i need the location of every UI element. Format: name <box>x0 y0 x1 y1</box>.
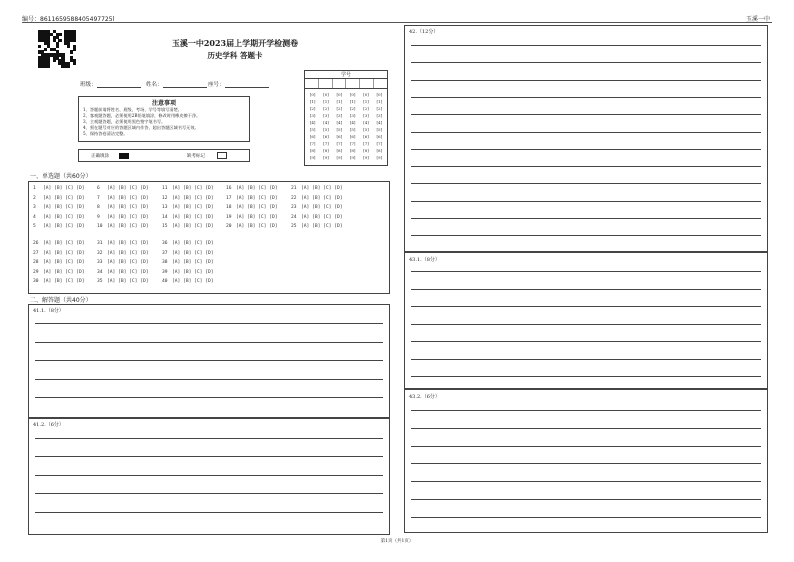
serial-number: 编号：8611659588405497725l <box>22 16 115 23</box>
mc-question-row[interactable] <box>226 186 278 191</box>
mc-question-row[interactable] <box>97 260 149 265</box>
student-id-bubble[interactable]: [8] <box>323 148 329 153</box>
student-id-bubble[interactable]: [5] <box>349 127 356 132</box>
mc-options[interactable]: [A] [B] [C] [D] <box>172 224 214 230</box>
mc-options[interactable]: [A] [B] [C] [D] <box>43 269 85 275</box>
question-43-2-label: 43.2.（6分） <box>409 394 440 400</box>
mc-question-number: 18 <box>226 205 232 211</box>
student-id-bubble[interactable]: [3] <box>323 113 329 118</box>
notice-item: 2、客观题答题，必须使用2B铅笔填涂，修改时用橡皮擦干净。 <box>83 113 201 118</box>
notice-item: 4、须在题号对应的答题区域内作答，超出答题区域书写无效。 <box>83 125 199 130</box>
student-id-bubble[interactable]: [2] <box>376 106 383 111</box>
student-id-bubble[interactable]: [5] <box>323 127 329 132</box>
mc-options[interactable]: [A] [B] [C] [D] <box>107 260 149 266</box>
mc-question-row[interactable] <box>33 251 85 256</box>
mc-question-number: 11 <box>162 186 168 191</box>
mc-options[interactable]: [A] [B] [C] [D] <box>107 205 149 211</box>
mc-question-row[interactable] <box>33 205 85 210</box>
section1-title: 一、单选题（共60分） <box>30 173 92 180</box>
mc-question-row[interactable] <box>97 270 149 275</box>
student-id-bubble[interactable]: [8] <box>336 148 343 153</box>
mc-question-number: 17 <box>226 195 232 201</box>
student-id-bubble[interactable]: [3] <box>349 113 356 118</box>
mc-options[interactable]: [A] [B] [C] [D] <box>43 186 85 191</box>
mc-question-number: 2 <box>33 195 36 201</box>
mc-question-number: 10 <box>97 224 103 230</box>
writing-lines <box>411 26 761 251</box>
question-42-label: 42.（12分） <box>409 29 439 35</box>
writing-lines <box>35 419 383 534</box>
mc-options[interactable]: [A] [B] [C] [D] <box>301 195 343 201</box>
mc-options[interactable]: [A] [B] [C] [D] <box>107 195 149 201</box>
mc-options[interactable]: [A] [B] [C] [D] <box>107 224 149 230</box>
student-id-bubble[interactable]: [9] <box>349 155 356 160</box>
mc-question-number: 25 <box>291 224 297 230</box>
mc-question-number: 16 <box>226 186 232 191</box>
mc-options[interactable]: [A] [B] [C] [D] <box>107 279 149 285</box>
answer-area-41-2[interactable] <box>28 418 390 535</box>
mc-question-number: 7 <box>97 195 100 201</box>
mc-options[interactable]: [A] [B] [C] [D] <box>172 195 214 201</box>
mc-options[interactable]: [A] [B] [C] [D] <box>236 224 278 230</box>
mc-question-number: 29 <box>33 269 39 275</box>
student-id-bubble[interactable]: [9] <box>309 155 316 160</box>
mc-question-row[interactable] <box>33 279 85 284</box>
student-id-bubble[interactable]: [4] <box>309 120 316 125</box>
mc-question-row[interactable] <box>162 215 214 220</box>
mc-question-row[interactable] <box>97 215 149 220</box>
qr-code-icon <box>38 30 76 68</box>
mc-question-row[interactable] <box>162 251 214 256</box>
student-id-bubble[interactable]: [7] <box>323 141 329 146</box>
mc-options[interactable]: [A] [B] [C] [D] <box>172 205 214 211</box>
student-id-bubble[interactable]: [9] <box>323 155 329 160</box>
mc-question-row[interactable] <box>162 260 214 265</box>
notice-item: 5、保持答卷清洁完整。 <box>83 131 128 136</box>
student-id-bubble[interactable]: [0] <box>376 92 383 97</box>
mc-question-number: 36 <box>162 241 168 246</box>
mc-options[interactable]: [A] [B] [C] [D] <box>172 269 214 275</box>
student-id-bubble[interactable]: [4] <box>323 120 329 125</box>
student-id-bubble[interactable]: [3] <box>336 113 343 118</box>
mc-question-row[interactable] <box>97 279 149 284</box>
absent-checkbox[interactable] <box>217 152 227 159</box>
student-id-bubble[interactable]: [7] <box>336 141 343 146</box>
mc-options[interactable]: [A] [B] [C] [D] <box>43 195 85 201</box>
mc-question-row[interactable] <box>162 186 214 191</box>
seat-field[interactable]: 座号： <box>208 80 269 88</box>
mc-question-number: 14 <box>162 214 168 220</box>
name-field[interactable]: 姓名： <box>146 80 207 88</box>
mc-question-row[interactable] <box>291 215 343 220</box>
student-id-bubbles[interactable] <box>305 89 387 163</box>
mc-question-row[interactable] <box>97 205 149 210</box>
mc-question-number: 22 <box>291 195 297 201</box>
absent-mark-label: 缺考标记 <box>187 154 205 159</box>
student-id-bubble[interactable]: [5] <box>376 127 383 132</box>
mc-question-row[interactable] <box>97 196 149 201</box>
mc-question-row[interactable] <box>33 260 85 265</box>
mc-question-number: 9 <box>97 214 100 220</box>
mc-options[interactable]: [A] [B] [C] [D] <box>107 186 149 191</box>
student-id-bubble[interactable]: [1] <box>336 99 343 104</box>
student-id-bubble[interactable]: [5] <box>363 127 369 132</box>
mc-question-row[interactable] <box>162 279 214 284</box>
correct-fill-label: 正确填涂 <box>91 154 109 159</box>
mc-question-row[interactable] <box>97 224 149 229</box>
mc-options[interactable]: [A] [B] [C] [D] <box>236 186 278 191</box>
student-id-bubble[interactable]: [7] <box>376 141 383 146</box>
mc-question-row[interactable] <box>226 215 278 220</box>
school-name: 玉溪一中 <box>745 16 770 23</box>
mc-question-number: 23 <box>291 205 297 211</box>
mc-options[interactable]: [A] [B] [C] [D] <box>236 214 278 220</box>
mc-question-number: 12 <box>162 195 168 201</box>
student-id-bubble[interactable]: [8] <box>349 148 356 153</box>
mc-question-row[interactable] <box>291 224 343 229</box>
student-id-bubble[interactable]: [0] <box>309 92 316 97</box>
student-id-box <box>304 70 388 166</box>
mc-options[interactable]: [A] [B] [C] [D] <box>43 214 85 220</box>
exam-title: 玉溪一中2023届上学期开学检测卷 <box>171 38 299 48</box>
mc-question-number: 4 <box>33 214 36 220</box>
student-id-bubble[interactable]: [0] <box>323 92 329 97</box>
student-id-bubble[interactable]: [4] <box>349 120 356 125</box>
mc-question-number: 19 <box>226 214 232 220</box>
mc-question-row[interactable] <box>226 196 278 201</box>
mc-options[interactable]: [A] [B] [C] [D] <box>107 214 149 220</box>
mc-question-row[interactable] <box>33 241 85 246</box>
mc-options[interactable]: [A] [B] [C] [D] <box>43 279 85 285</box>
mc-options[interactable]: [A] [B] [C] [D] <box>172 241 214 246</box>
header-rule <box>22 22 772 23</box>
mc-question-number: 40 <box>162 279 168 285</box>
student-id-bubble[interactable]: [7] <box>363 141 369 146</box>
mc-answer-box <box>28 181 390 294</box>
question-41-1-label: 41.1.（8分） <box>33 308 64 314</box>
student-id-bubble[interactable]: [0] <box>336 92 343 97</box>
student-id-bubble[interactable]: [5] <box>309 127 316 132</box>
question-41-2-label: 41.2.（6分） <box>33 422 64 428</box>
student-id-bubble[interactable]: [6] <box>349 134 356 139</box>
mc-question-row[interactable] <box>33 215 85 220</box>
section2-title: 二、解答题（共40分） <box>30 297 92 304</box>
mc-question-row[interactable] <box>33 224 85 229</box>
mc-question-row[interactable] <box>226 224 278 229</box>
mc-options[interactable]: [A] [B] [C] [D] <box>301 214 343 220</box>
mc-question-number: 38 <box>162 260 168 266</box>
mc-question-row[interactable] <box>162 205 214 210</box>
mc-question-row[interactable] <box>291 205 343 210</box>
student-id-label: 学号 <box>305 71 387 79</box>
student-id-bubble[interactable]: [4] <box>363 120 369 125</box>
mc-question-row[interactable] <box>33 270 85 275</box>
mc-question-number: 3 <box>33 205 36 211</box>
student-id-input-row[interactable] <box>305 79 387 89</box>
student-id-bubble[interactable]: [2] <box>349 106 356 111</box>
student-id-bubble[interactable]: [7] <box>309 141 316 146</box>
mark-example-box <box>78 149 250 162</box>
question-43-1-label: 43.1.（8分） <box>409 257 440 263</box>
mc-question-number: 30 <box>33 279 39 285</box>
student-id-bubble[interactable]: [3] <box>363 113 369 118</box>
student-id-bubble[interactable]: [9] <box>376 155 383 160</box>
mc-options[interactable]: [A] [B] [C] [D] <box>43 250 85 256</box>
student-id-bubble[interactable]: [6] <box>336 134 343 139</box>
mc-options[interactable]: [A] [B] [C] [D] <box>107 250 149 256</box>
mc-question-number: 27 <box>33 250 39 256</box>
mc-options[interactable]: [A] [B] [C] [D] <box>43 241 85 246</box>
mc-question-number: 34 <box>97 269 103 275</box>
mc-question-row[interactable] <box>162 241 214 246</box>
student-id-bubble[interactable]: [8] <box>363 148 369 153</box>
mc-question-number: 37 <box>162 250 168 256</box>
mc-question-number: 6 <box>97 186 100 191</box>
mc-options[interactable]: [A] [B] [C] [D] <box>301 224 343 230</box>
student-id-bubble[interactable]: [1] <box>376 99 383 104</box>
mc-options[interactable]: [A] [B] [C] [D] <box>172 186 214 191</box>
student-id-bubble[interactable]: [3] <box>376 113 383 118</box>
student-id-bubble[interactable]: [6] <box>376 134 383 139</box>
mc-question-number: 32 <box>97 250 103 256</box>
class-field[interactable]: 班级： <box>80 80 141 88</box>
student-id-bubble[interactable]: [8] <box>376 148 383 153</box>
student-id-bubble[interactable]: [4] <box>336 120 343 125</box>
student-id-bubble[interactable]: [2] <box>323 106 329 111</box>
notice-item: 1、答题前请将姓名、班级、考场、学号等填写清楚。 <box>83 107 182 112</box>
mc-options[interactable]: [A] [B] [C] [D] <box>172 279 214 285</box>
writing-lines <box>411 390 761 532</box>
notice-title: 注意事项 <box>151 100 176 107</box>
mc-options[interactable]: [A] [B] [C] [D] <box>43 205 85 211</box>
mc-question-row[interactable] <box>291 186 343 191</box>
mc-options[interactable]: [A] [B] [C] [D] <box>43 260 85 266</box>
writing-lines <box>411 253 761 388</box>
mc-options[interactable]: [A] [B] [C] [D] <box>172 260 214 266</box>
mc-question-number: 24 <box>291 214 297 220</box>
mc-question-number: 8 <box>97 205 100 211</box>
mc-question-row[interactable] <box>97 241 149 246</box>
student-id-bubble[interactable]: [1] <box>363 99 369 104</box>
answer-area-43-2[interactable] <box>404 389 768 533</box>
mc-question-row[interactable] <box>291 196 343 201</box>
mc-question-number: 33 <box>97 260 103 266</box>
mc-options[interactable]: [A] [B] [C] [D] <box>236 195 278 201</box>
mc-question-number: 35 <box>97 279 103 285</box>
student-id-bubble[interactable]: [9] <box>363 155 369 160</box>
notice-item: 3、主观题答题，必须使用黑色签字笔书写。 <box>83 119 166 124</box>
student-id-bubble[interactable]: [6] <box>323 134 329 139</box>
mc-options[interactable]: [A] [B] [C] [D] <box>107 241 149 246</box>
mc-options[interactable]: [A] [B] [C] [D] <box>301 186 343 191</box>
mc-options[interactable]: [A] [B] [C] [D] <box>43 224 85 230</box>
student-id-bubble[interactable]: [2] <box>336 106 343 111</box>
mc-options[interactable]: [A] [B] [C] [D] <box>172 214 214 220</box>
mc-question-number: 5 <box>33 224 36 230</box>
mc-question-row[interactable] <box>226 205 278 210</box>
answer-area-42[interactable] <box>404 25 768 252</box>
student-id-bubble[interactable]: [6] <box>363 134 369 139</box>
mc-question-row[interactable] <box>33 196 85 201</box>
mc-question-number: 21 <box>291 186 297 191</box>
student-id-bubble[interactable]: [8] <box>309 148 316 153</box>
mc-question-row[interactable] <box>97 186 149 191</box>
student-id-bubble[interactable]: [6] <box>309 134 316 139</box>
mc-question-number: 28 <box>33 260 39 266</box>
mc-question-number: 20 <box>226 224 232 230</box>
mc-question-number: 13 <box>162 205 168 211</box>
mc-question-number: 1 <box>33 186 36 191</box>
mc-question-number: 39 <box>162 269 168 275</box>
mc-question-row[interactable] <box>162 196 214 201</box>
mc-options[interactable]: [A] [B] [C] [D] <box>301 205 343 211</box>
mc-options[interactable]: [A] [B] [C] [D] <box>236 205 278 211</box>
filled-mark-icon <box>119 153 129 159</box>
student-id-bubble[interactable]: [5] <box>336 127 343 132</box>
student-id-bubble[interactable]: [0] <box>363 92 369 97</box>
writing-lines <box>35 305 383 417</box>
notice-box <box>78 96 250 142</box>
student-id-bubble[interactable]: [1] <box>309 99 316 104</box>
student-id-bubble[interactable]: [2] <box>363 106 369 111</box>
page-footer: 第1页（共1页） <box>380 539 414 544</box>
mc-question-row[interactable] <box>33 186 85 191</box>
mc-question-number: 26 <box>33 241 39 246</box>
student-id-bubble[interactable]: [1] <box>349 99 356 104</box>
answer-area-41-1[interactable] <box>28 304 390 418</box>
student-id-bubble[interactable]: [9] <box>336 155 343 160</box>
student-id-bubble[interactable]: [4] <box>376 120 383 125</box>
mc-question-row[interactable] <box>162 224 214 229</box>
student-id-bubble[interactable]: [3] <box>309 113 316 118</box>
mc-question-row[interactable] <box>97 251 149 256</box>
mc-question-row[interactable] <box>162 270 214 275</box>
student-id-bubble[interactable]: [7] <box>349 141 356 146</box>
answer-area-43-1[interactable] <box>404 252 768 389</box>
student-id-bubble[interactable]: [0] <box>349 92 356 97</box>
mc-options[interactable]: [A] [B] [C] [D] <box>107 269 149 275</box>
exam-subtitle: 历史学科 答题卡 <box>207 51 263 60</box>
mc-question-number: 15 <box>162 224 168 230</box>
student-id-bubble[interactable]: [1] <box>323 99 329 104</box>
mc-options[interactable]: [A] [B] [C] [D] <box>172 250 214 256</box>
mc-question-number: 31 <box>97 241 103 246</box>
student-id-bubble[interactable]: [2] <box>309 106 316 111</box>
